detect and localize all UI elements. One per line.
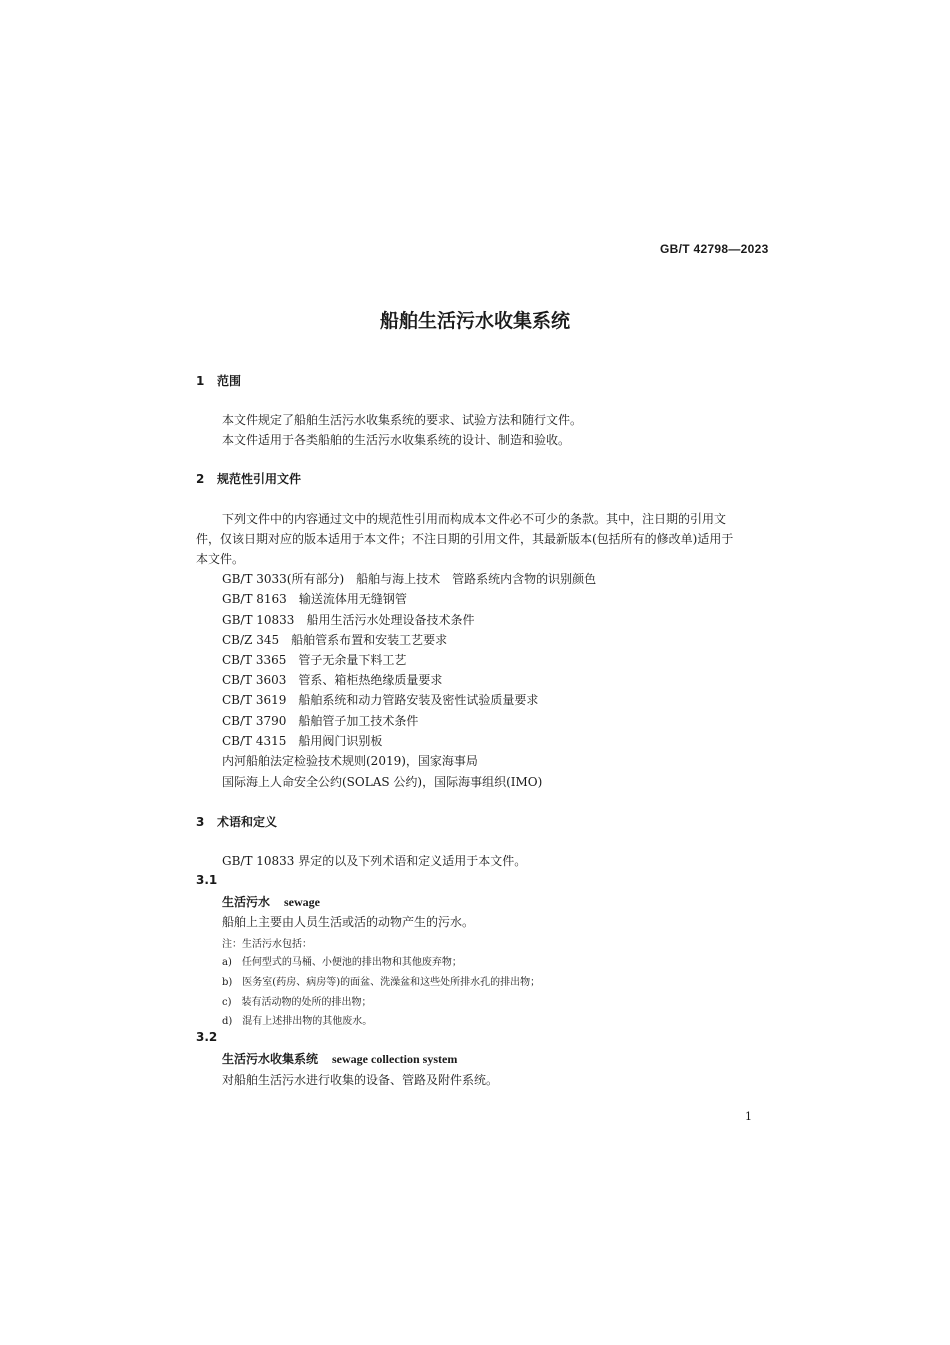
reference-title: 船用阀门识别板 — [298, 734, 383, 748]
note-item: a) 任何型式的马桶、小便池的排出物和其他废弃物； — [222, 957, 462, 968]
document-title: 船舶生活污水收集系统 — [379, 310, 570, 332]
note-item: c) 装有活动物的处所的排出物； — [222, 997, 372, 1008]
reference-code: GB/T 3033(所有部分) — [222, 572, 345, 586]
term-en: sewage — [284, 895, 321, 909]
note-label: 注：生活污水包括： — [222, 939, 312, 950]
reference-code: GB/T 8163 — [222, 592, 287, 606]
reference-code: CB/T 3619 — [222, 693, 287, 707]
note-item: b) 医务室(药房、病房等)的面盆、洗澡盆和这些处所排水孔的排出物； — [222, 977, 541, 988]
term-definition: 船舶上主要由人员生活或活的动物产生的污水。 — [222, 915, 475, 929]
term-definition: 对船舶生活污水进行收集的设备、管路及附件系统。 — [222, 1073, 499, 1087]
term-heading — [222, 1050, 457, 1067]
reference-title: 船舶管子加工技术条件 — [298, 714, 419, 728]
standard-number: GB/T 42798—2023 — [660, 242, 769, 256]
page-number: 1 — [745, 1110, 752, 1123]
section-number: 1 — [196, 374, 205, 388]
term-zh: 生活污水收集系统 — [222, 1052, 319, 1066]
reference-title: 船舶管系布置和安装工艺要求 — [291, 633, 448, 647]
reference-item — [222, 590, 407, 607]
term-number: 3.2 — [196, 1030, 218, 1044]
regulation-item: 内河船舶法定检验技术规则(2019)，国家海事局 — [222, 754, 478, 768]
reference-item — [222, 631, 447, 648]
reference-title: 管子无余量下料工艺 — [298, 653, 407, 667]
section-title: 范围 — [217, 374, 242, 388]
term-number: 3.1 — [196, 873, 218, 887]
reference-item — [222, 611, 474, 628]
reference-title: 船舶系统和动力管路安装及密性试验质量要求 — [298, 693, 539, 707]
section-number: 3 — [196, 815, 205, 829]
section-title: 术语和定义 — [217, 815, 278, 829]
term-zh: 生活污水 — [222, 895, 271, 909]
reference-code: CB/T 3790 — [222, 714, 287, 728]
reference-title: 输送流体用无缝钢管 — [298, 592, 407, 606]
reference-item — [222, 671, 442, 688]
reference-item — [222, 651, 406, 668]
paragraph-line: 本文件。 — [196, 552, 245, 566]
section-heading-3 — [196, 813, 277, 830]
section-number: 2 — [196, 472, 205, 486]
paragraph: 本文件规定了船舶生活污水收集系统的要求、试验方法和随行文件。 — [222, 413, 583, 427]
paragraph-line: 件，仅该日期对应的版本适用于本文件；不注日期的引用文件，其最新版本(包括所有的修改单)适用于 — [196, 532, 734, 546]
note-item: d) 混有上述排出物的其他废水。 — [222, 1016, 373, 1027]
regulation-item: 国际海上人命安全公约(SOLAS 公约)，国际海事组织(IMO) — [222, 775, 543, 789]
reference-item — [222, 732, 382, 749]
section-heading-1 — [196, 372, 241, 389]
reference-item — [222, 691, 538, 708]
reference-code: CB/T 3603 — [222, 673, 287, 687]
section-title: 规范性引用文件 — [217, 472, 302, 486]
reference-code: CB/Z 345 — [222, 633, 280, 647]
reference-title: 船舶与海上技术 管路系统内含物的识别颜色 — [356, 572, 597, 586]
reference-code: CB/T 3365 — [222, 653, 287, 667]
paragraph: GB/T 10833 界定的以及下列术语和定义适用于本文件。 — [222, 854, 527, 868]
section-heading-2 — [196, 470, 301, 487]
reference-item — [222, 712, 418, 729]
reference-title: 管系、箱柜热绝缘质量要求 — [298, 673, 443, 687]
term-heading — [222, 893, 320, 910]
paragraph: 本文件适用于各类船舶的生活污水收集系统的设计、制造和验收。 — [222, 433, 571, 447]
reference-code: CB/T 4315 — [222, 734, 287, 748]
paragraph-line: 下列文件中的内容通过文中的规范性引用而构成本文件必不可少的条款。其中，注日期的引用文 — [222, 512, 727, 526]
reference-code: GB/T 10833 — [222, 613, 295, 627]
reference-title: 船用生活污水处理设备技术条件 — [306, 613, 475, 627]
term-en: sewage collection system — [332, 1052, 458, 1066]
reference-item — [222, 570, 596, 587]
